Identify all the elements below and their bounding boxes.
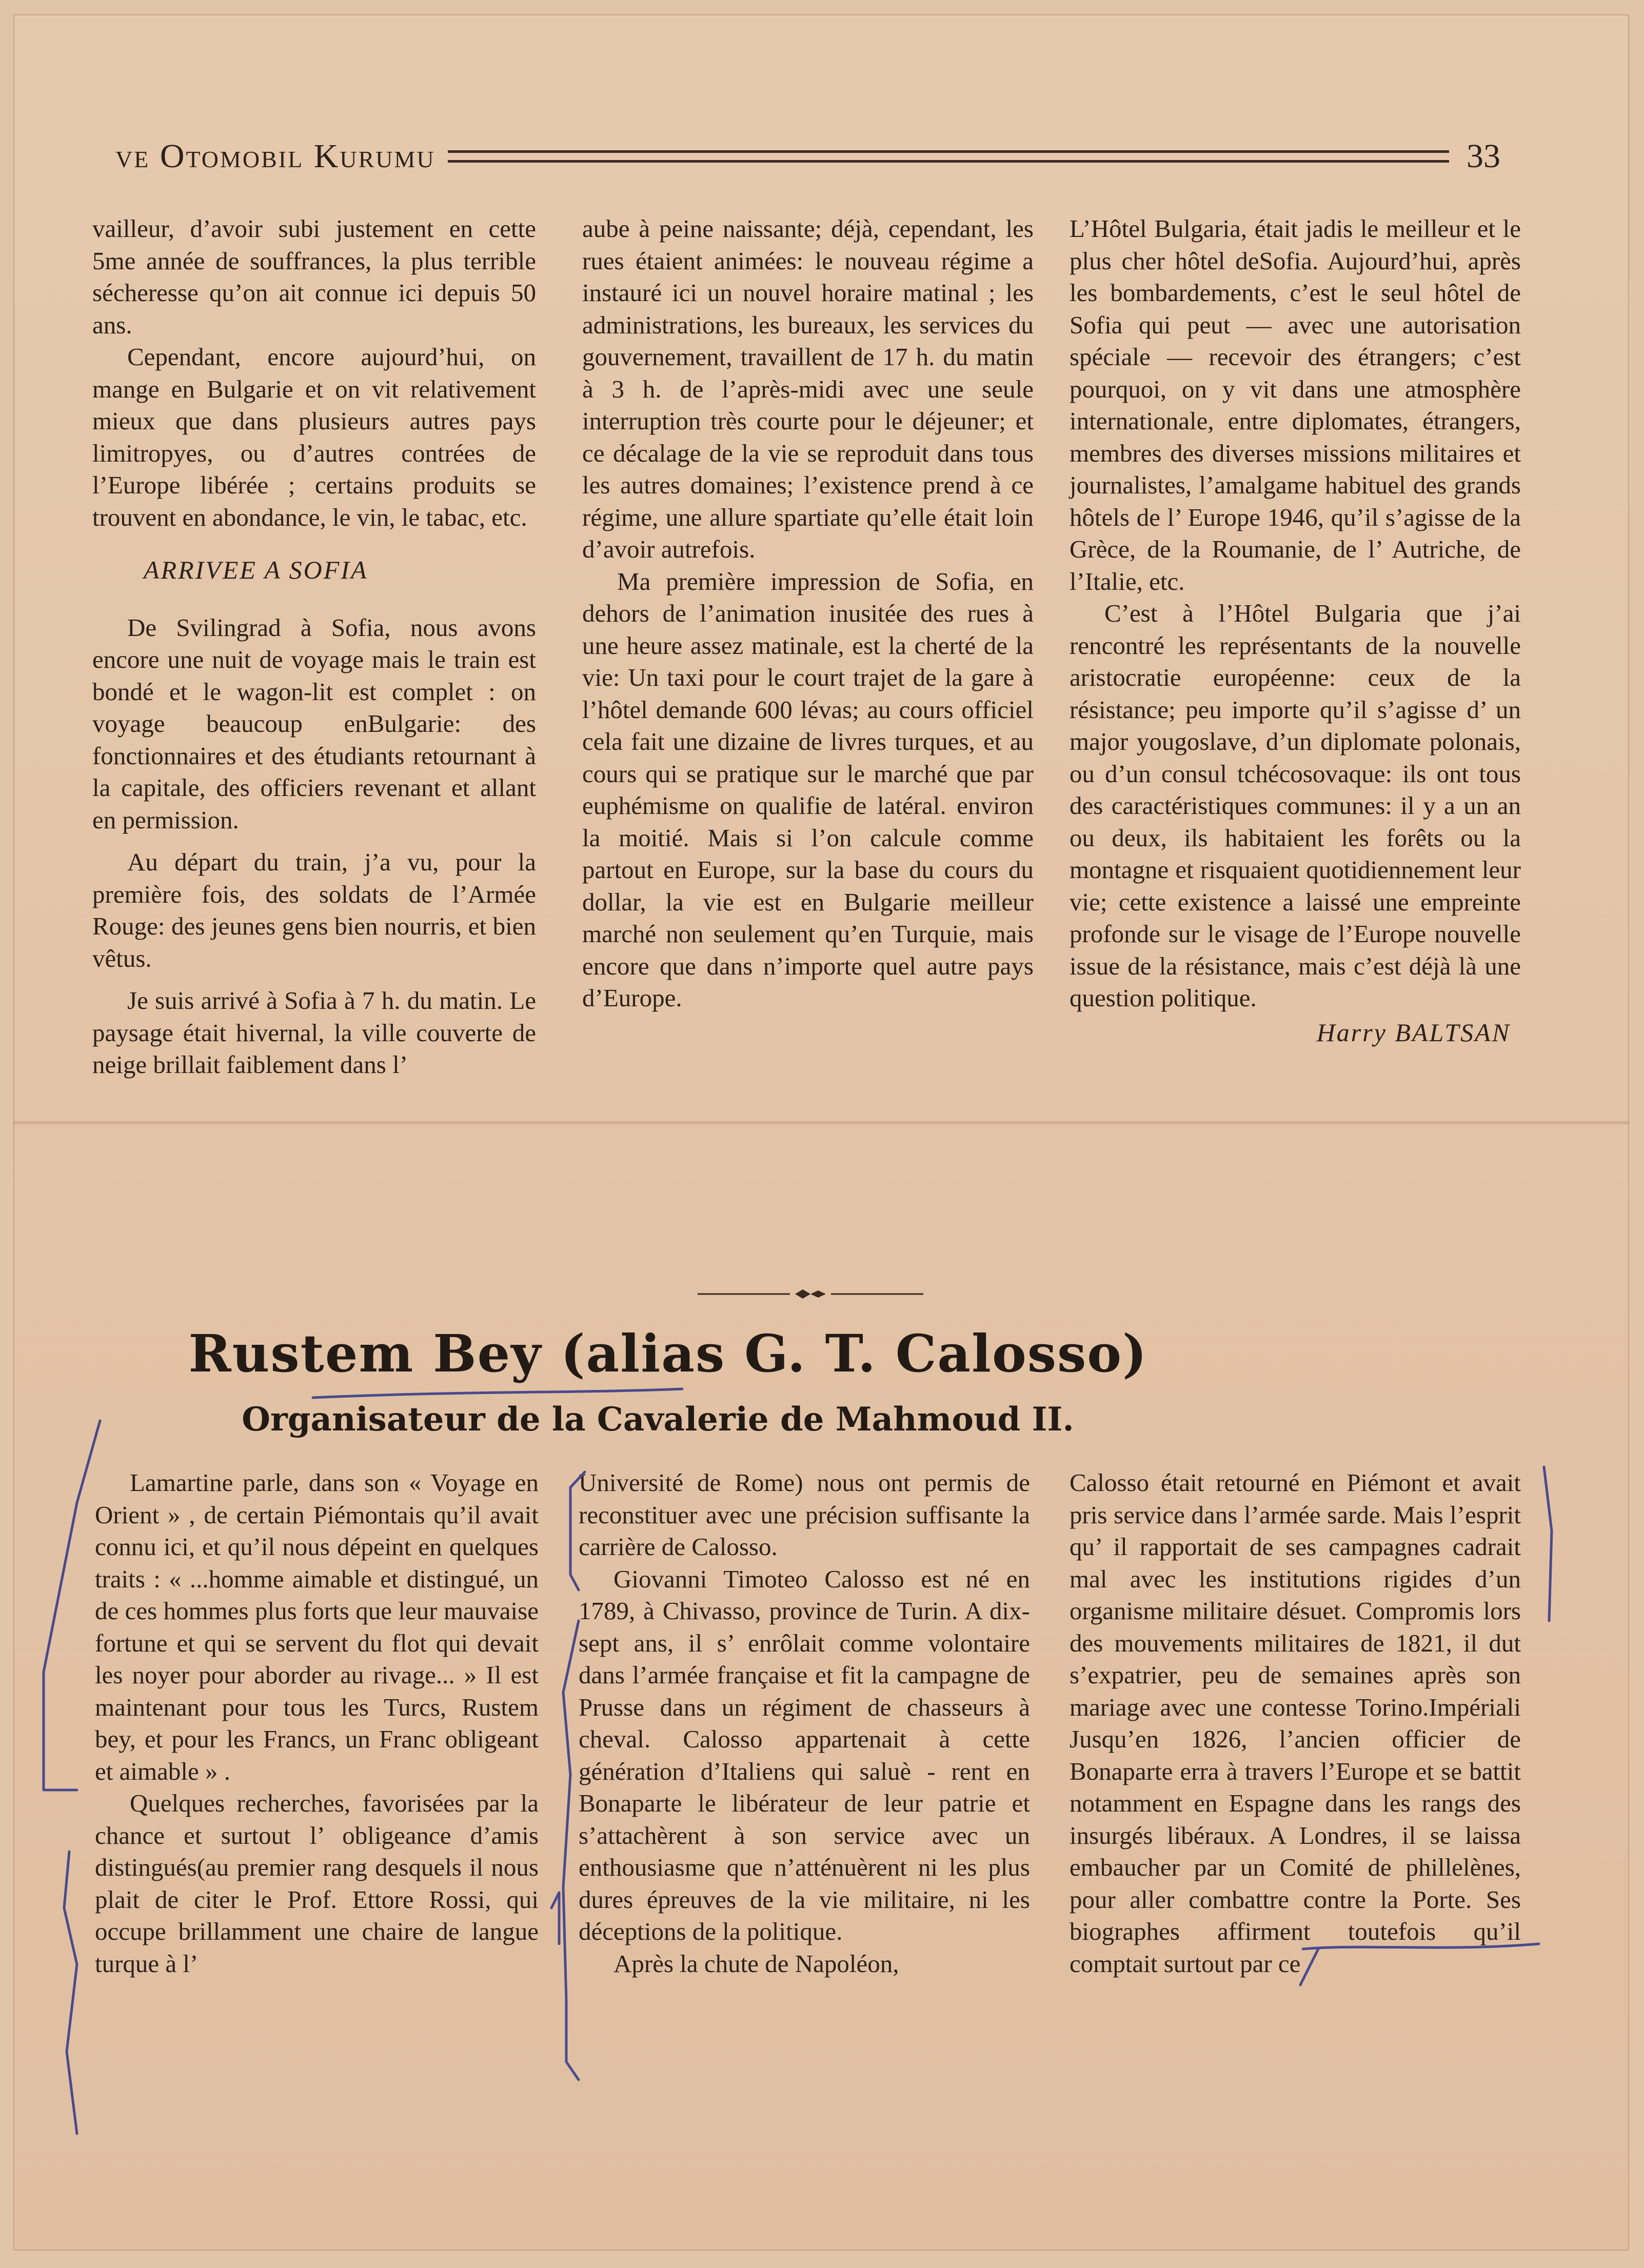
article1-column-3	[1069, 213, 1521, 1048]
article2-title: Rustem Bey (alias G. T. Calosso)	[188, 1323, 1148, 1384]
article1-col3-paragraph: C’est à l’Hôtel Bulgaria que j’ai rencontré les représentants de la nouvelle aristocratie européenne: ceux de la résistance; peu importe qu’il s’agisse d’ un major yougoslave, d’un diplomate polonais, ou d’un consul tchécosovaque: ils ont tous des caractéristiques communes: il y a un an ou deux, ils habitaient les forêts ou la montagne et risquaient quotidiennement leur vie; cette existence a laissé une empreinte profonde sur le visage de l’Europe nouvelle issue de la résistance, mais c’est déjà là une question politique.	[1069, 599, 1521, 1012]
article1-signature: Harry BALTSAN	[1316, 1018, 1511, 1047]
article2-col2-paragraph: Après la chute de Napoléon,	[613, 1949, 899, 1978]
article1-column-2	[582, 213, 1034, 1014]
article2-column-2	[579, 1467, 1030, 1980]
paper-fold-crease	[13, 1121, 1629, 1125]
running-header	[115, 138, 1500, 174]
article1-col2-paragraph: aube à peine naissante; déjà, cependant, les rues étaient animées: le nouveau régime a instauré ici un nouvel horaire matinal ; les administrations, les bureaux, les services du gouvernement, travaillent de 17 h. du matin à 3 h. de l’après-midi avec une seule interruption très courte pour le déjeuner; et ce décalage de la vie se reproduit dans tous les autres domaines; l’existence prend à ce régime, une allure spartiate qu’elle était loin d’avoir autrefois.	[582, 214, 1034, 563]
article1-col1-paragraph: vailleur, d’avoir subi justement en cette 5me année de souffrances, la plus terrible sécheresse qu’on ait connue ici depuis 50 ans.	[92, 214, 536, 339]
running-title: ve Otomobil Kurumu	[115, 137, 435, 175]
page-number: 33	[1467, 137, 1500, 175]
article2-column-1	[95, 1467, 539, 1980]
article1-col1-paragraph: Cependant, encore aujourd’hui, on mange en Bulgarie et on vit relativement mieux que dans plusieurs autres pays limitropyes, ou d’autres contrées de l’Europe libérée ; certains produits se trouvent en abondance, le vin, le tabac, etc.	[92, 343, 536, 531]
article2-col2-paragraph: Giovanni Timoteo Calosso est né en 1789, à Chivasso, province de Turin. A dix-sept ans, il s’ enrôlait comme volontaire dans l’armée française et fit la campagne de Prusse dans un régiment de chasseurs à cheval. Calosso appartenait à cette génération d’Italiens qui saluè - rent en Bonaparte le libérateur de leur patrie et s’attachèrent à son service avec un enthousiasme que n’atténuèrent ni les plus dures épreuves de la vie militaire, ni les déceptions de la politique.	[579, 1564, 1030, 1945]
article2-col1-paragraph: Quelques recherches, favorisées par la chance et surtout l’ obligeance d’amis distingués(au premier rang desquels il nous plait de citer le Prof. Ettore Rossi, qui occupe brillamment une chaire de langue turque à l’	[95, 1789, 539, 1978]
article1-col1-paragraph: Je suis arrivé à Sofia à 7 h. du matin. Le paysage était hivernal, la ville couverte de neige brillait faiblement dans l’	[92, 986, 536, 1079]
article2-col2-paragraph: Université de Rome) nous ont permis de reconstituer avec une précision suffisante la carrière de Calosso.	[579, 1468, 1030, 1561]
article1-col1-paragraph: Au départ du train, j’a vu, pour la première fois, des soldats de l’Armée Rouge: des jeunes gens bien nourris, et bien vêtus.	[92, 848, 536, 972]
article2-subtitle: Organisateur de la Cavalerie de Mahmoud II.	[242, 1400, 1074, 1439]
header-double-rule	[448, 150, 1449, 163]
article2-column-3	[1069, 1467, 1521, 1980]
article1-col3-paragraph: L’Hôtel Bulgaria, était jadis le meilleur et le plus cher hôtel deSofia. Aujourd’hui, après les bombardements, c’est le seul hôtel de Sofia qui peut — avec une autorisation spéciale — recevoir des étrangers; c’est pourquoi, on y vit dans une atmosphère internationale, entre diplomates, étrangers, membres des diverses missions militaires et journalistes, l’amalgame habituel des grands hôtels de l’ Europe 1946, qu’il s’agisse de la Grèce, de la Roumanie, de l’ Autriche, de l’Italie, etc.	[1069, 214, 1521, 595]
article1-col2-paragraph: Ma première impression de Sofia, en dehors de l’animation inusitée des rues à une heure assez matinale, est la cherté de la vie: Un taxi pour le court trajet de la gare à l’hôtel demande 600 lévas; au cours officiel cela fait une dizaine de livres turques, et au cours qui se pratique sur le marché que par euphémisme on qualifie de latéral. environ la moitié. Mais si l’on calcule comme partout en Europe, sur la base du cours du dollar, la vie est en Bulgarie meilleur marché non seulement qu’en Turquie, mais encore que dans n’importe quel autre pays d’Europe.	[582, 567, 1034, 1012]
section-divider-ornament	[698, 1286, 923, 1302]
article1-col1-paragraph: De Svilingrad à Sofia, nous avons encore une nuit de voyage mais le train est bondé et le wagon-lit est complet : on voyage beaucoup enBulgarie: des fonctionnaires et des étudiants retournant à la capitale, des officiers revenant et allant en permission.	[92, 613, 536, 834]
article2-col1-paragraph: Lamartine parle, dans son « Voyage en Orient » , de certain Piémontais qu’il avait connu ici, et qu’il nous dépeint en quelques traits : « ...homme aimable et distingué, un de ces hommes plus forts que leur mauvaise fortune et qui se servent du flot qui devait les noyer pour aborder au rivage... » Il est maintenant pour tous les Turcs, Rustem bey, et pour les Francs, un Franc obligeant et aimable » .	[95, 1468, 539, 1785]
article1-column-1	[92, 213, 536, 1081]
article1-subheading: ARRIVEE A SOFIA	[144, 555, 368, 584]
article2-col3-paragraph: Calosso était retourné en Piémont et avait pris service dans l’armée sarde. Mais l’esprit qu’ il rapportait de ses campagnes cadrait mal avec les institutions rigides d’un organisme militaire désuet. Compromis lors des mouvements militaires de 1821, il dut s’expatrier, peu de semaines après son mariage avec une contesse Torino.Impériali Jusqu’en 1826, l’ancien officier de Bonaparte erra à travers l’Europe et se battit notamment en Espagne dans les rangs des insurgés libéraux. A Londres, il se laissa embaucher par un Comité de phillelènes, pour aller combattre contre la Porte. Ses biographes affirment toutefois qu’il comptait surtout par ce	[1069, 1468, 1521, 1978]
